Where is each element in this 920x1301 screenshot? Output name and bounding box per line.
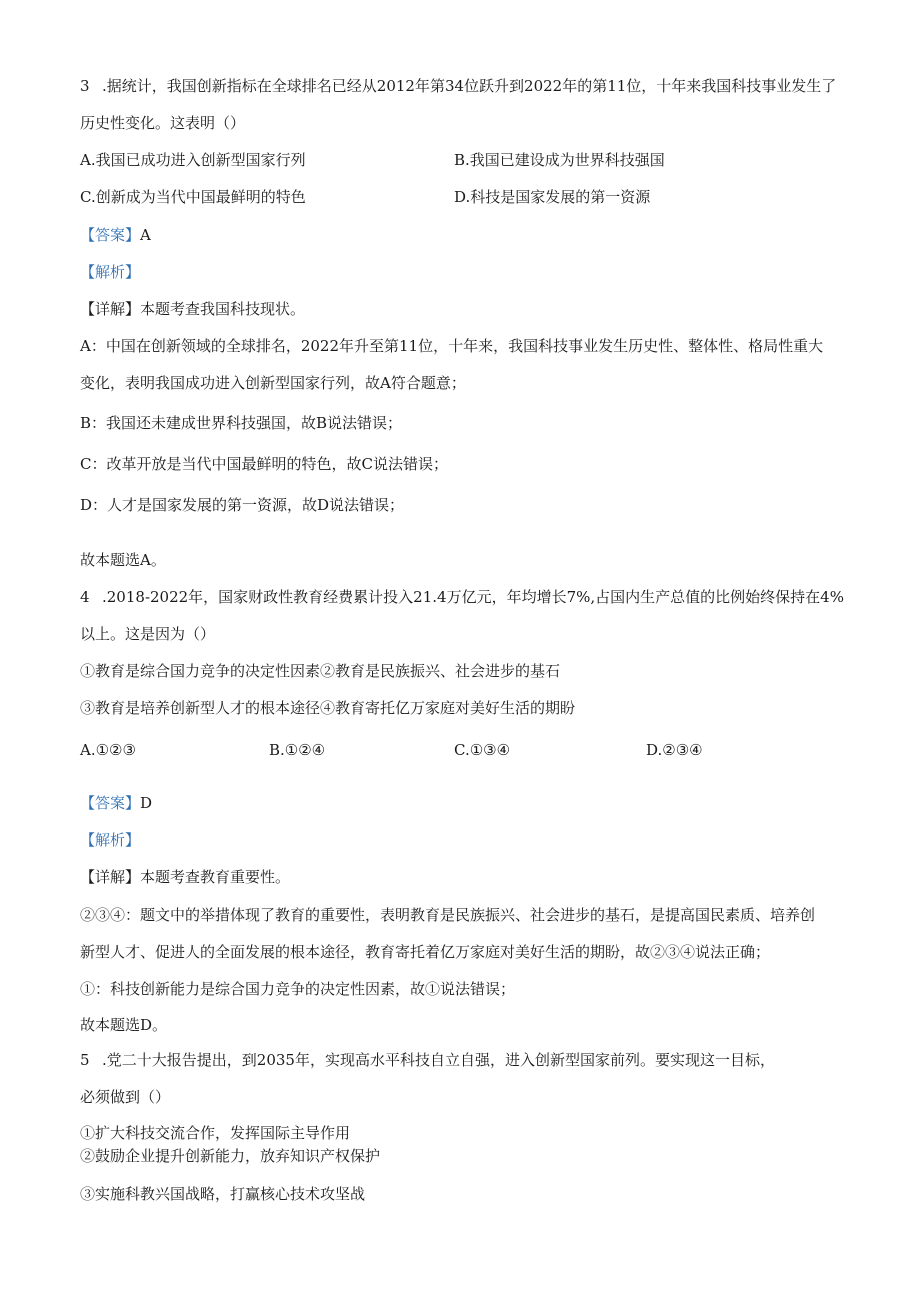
q4-explain-line: ②③④：题文中的举措体现了教育的重要性，表明教育是民族振兴、社会进步的基石，是提高国民素质、培养创 <box>80 906 816 924</box>
q3-explain-line: A：中国在创新领域的全球排名，2022年升至第11位，十年来，我国科技事业发生历史性、整体性、格局性重大 <box>80 337 824 355</box>
q5-statement-line: ②鼓励企业提升创新能力，放弃知识产权保护 <box>80 1147 381 1165</box>
q4-detail: 【详解】本题考查教育重要性。 <box>80 868 291 886</box>
q3-stem-line1: 3 .据统计，我国创新指标在全球排名已经从2012年第34位跃升到2022年的第11位，十年来我国科技事业发生了 <box>80 77 837 95</box>
q3-answer: 【答案】A <box>80 226 151 244</box>
q5-stem-line2: 必须做到（） <box>80 1088 171 1106</box>
q4-option-d: D.②③④ <box>646 741 703 759</box>
q3-option-b: B.我国已建设成为世界科技强国 <box>454 151 665 169</box>
q4-option-b: B.①②④ <box>269 741 326 759</box>
q4-option-a: A.①②③ <box>80 741 136 759</box>
q3-option-c: C.创新成为当代中国最鲜明的特色 <box>80 188 306 206</box>
q5-statement-line: ①扩大科技交流合作，发挥国际主导作用 <box>80 1124 351 1142</box>
q4-stem-line2: 以上。这是因为（） <box>80 625 216 643</box>
q3-conclusion: 故本题选A。 <box>80 551 166 569</box>
q4-statement-line: ③教育是培养创新型人才的根本途径④教育寄托亿万家庭对美好生活的期盼 <box>80 699 576 717</box>
q4-answer: 【答案】D <box>80 794 153 812</box>
q3-explain-line: 变化，表明我国成功进入创新型国家行列，故A符合题意； <box>80 374 466 392</box>
q4-conclusion: 故本题选D。 <box>80 1016 168 1034</box>
q5-statement-line: ③实施科教兴国战略，打赢核心技术攻坚战 <box>80 1185 366 1203</box>
q3-stem-line2: 历史性变化。这表明（） <box>80 114 246 132</box>
q4-explain-line: ①：科技创新能力是综合国力竞争的决定性因素，故①说法错误； <box>80 980 516 998</box>
q4-option-c: C.①③④ <box>454 741 511 759</box>
q3-option-d: D.科技是国家发展的第一资源 <box>454 188 651 206</box>
q4-stem-line1: 4 .2018-2022年，国家财政性教育经费累计投入21.4万亿元，年均增长7%,占国内生产总值的比例始终保持在4% <box>80 588 844 606</box>
q3-option-a: A.我国已成功进入创新型国家行列 <box>80 151 306 169</box>
q3-detail: 【详解】本题考查我国科技现状。 <box>80 300 306 318</box>
q4-statement-line: ①教育是综合国力竞争的决定性因素②教育是民族振兴、社会进步的基石 <box>80 662 561 680</box>
q4-explain-line: 新型人才、促进人的全面发展的根本途径，教育寄托着亿万家庭对美好生活的期盼，故②③④说法正确； <box>80 943 771 961</box>
q3-analysis-label: 【解析】 <box>80 263 141 281</box>
q5-stem-line1: 5 .党二十大报告提出，到2035年，实现高水平科技自立自强，进入创新型国家前列。要实现这一目标， <box>80 1051 775 1069</box>
q3-explain-line: D：人才是国家发展的第一资源，故D说法错误； <box>80 496 405 514</box>
q4-analysis-label: 【解析】 <box>80 831 141 849</box>
q3-explain-line: B：我国还未建成世界科技强国，故B说法错误； <box>80 414 403 432</box>
q3-explain-line: C：改革开放是当代中国最鲜明的特色，故C说法错误； <box>80 455 448 473</box>
